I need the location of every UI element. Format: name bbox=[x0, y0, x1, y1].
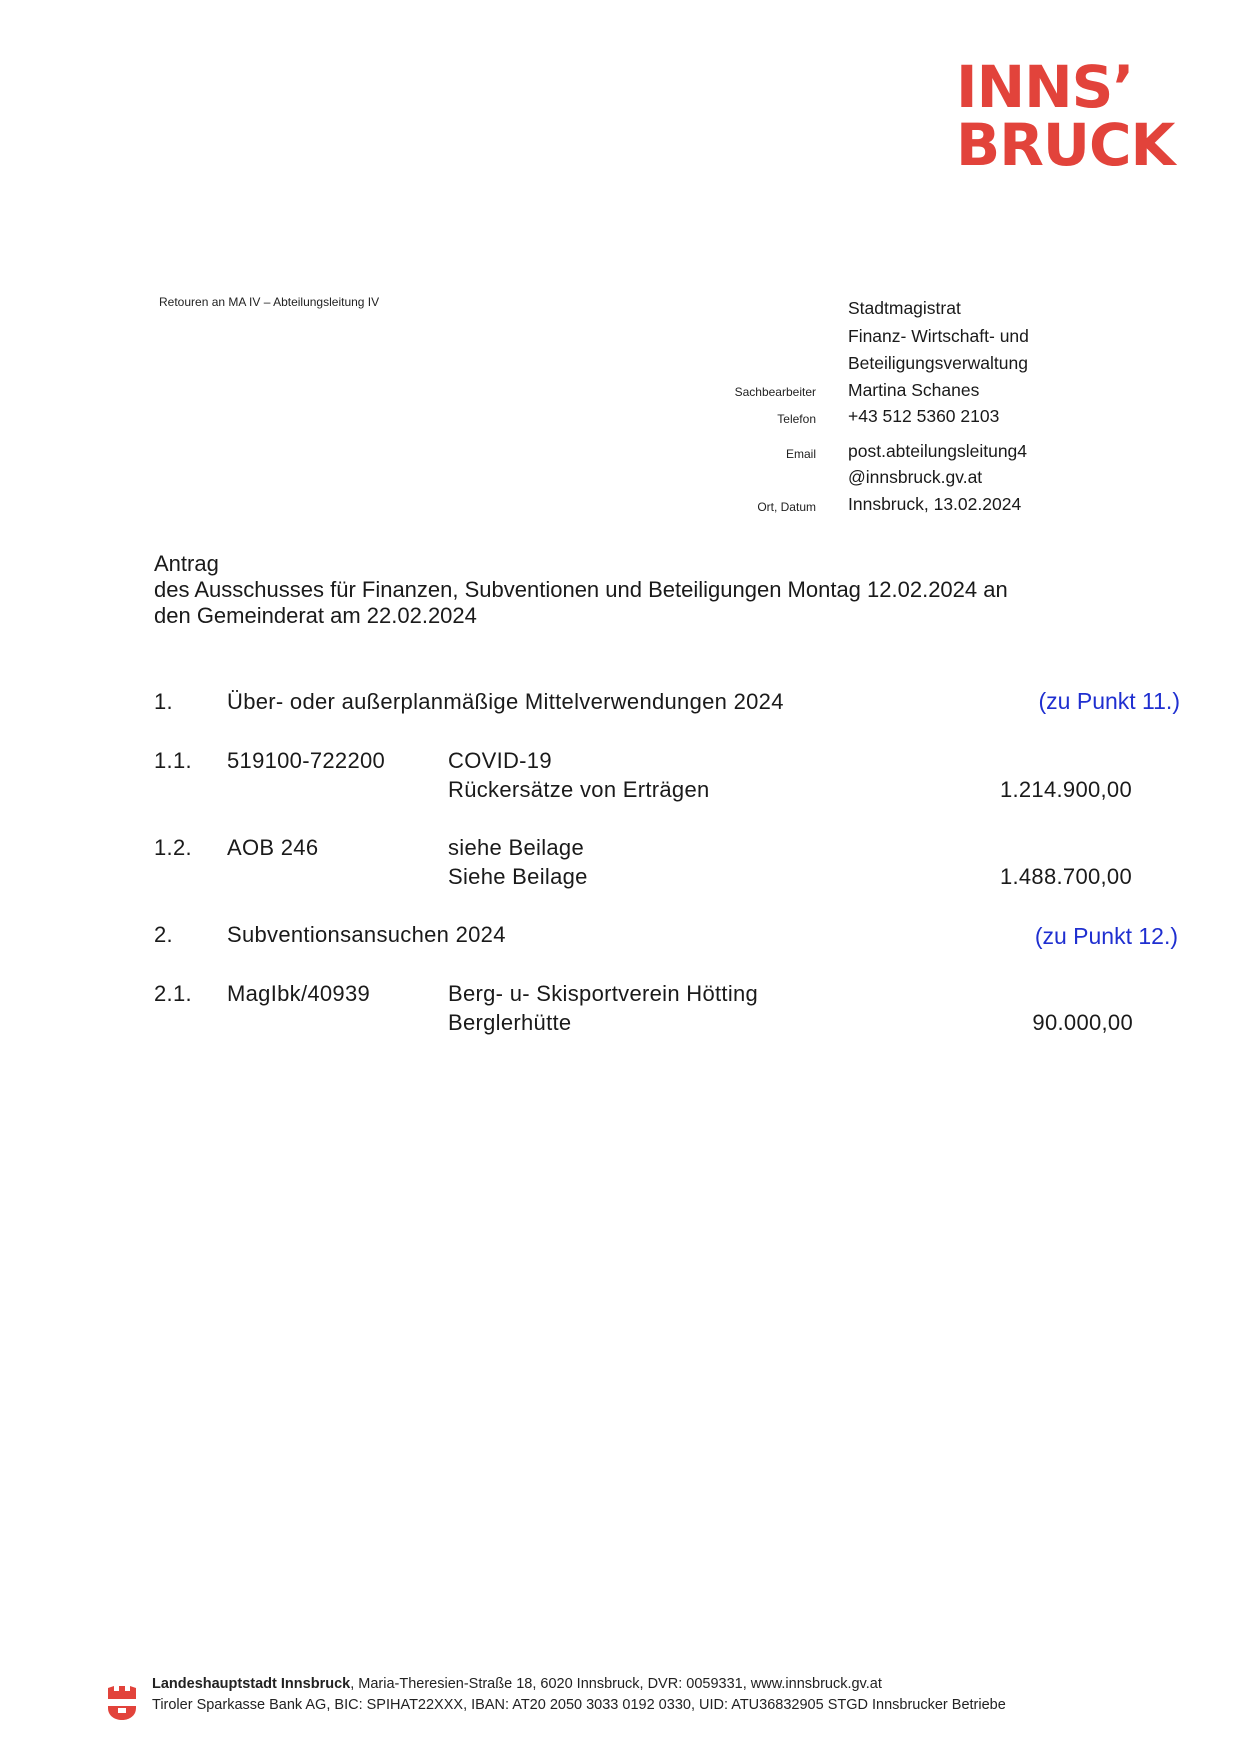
item-amount: 1.214.900,00 bbox=[999, 777, 1132, 802]
item-amount: 1.488.700,00 bbox=[999, 864, 1132, 889]
phone-value: +43 512 5360 2103 bbox=[848, 406, 1000, 426]
section-reference: (zu Punkt 11.) bbox=[1038, 688, 1180, 714]
item-description-1: Berg- u- Skisportverein Hötting bbox=[448, 981, 759, 1006]
section-number: 1. bbox=[154, 689, 173, 714]
place-date-label: Ort, Datum bbox=[757, 500, 816, 514]
footer-city-name: Landeshauptstadt Innsbruck bbox=[152, 1676, 351, 1692]
title-line-2: des Ausschusses für Finanzen, Subventionen und Beteiligungen Montag 12.02.2024 an bbox=[154, 577, 1008, 602]
sender-department-1: Finanz- Wirtschaft- und bbox=[848, 326, 1029, 346]
email-value-2: @innsbruck.gv.at bbox=[848, 467, 983, 487]
footer-bank-details: Tiroler Sparkasse Bank AG, BIC: SPIHAT22XXX, IBAN: AT20 2050 3033 0192 0330, UID: ATU36832905 STGD Innsbrucker Betriebe bbox=[152, 1697, 1006, 1713]
section-heading: Über- oder außerplanmäßige Mittelverwendungen 2024 bbox=[227, 689, 784, 714]
footer-address bbox=[152, 1676, 882, 1692]
clerk-value: Martina Schanes bbox=[848, 380, 980, 400]
item-code: MagIbk/40939 bbox=[227, 981, 371, 1006]
section-number: 2. bbox=[154, 922, 173, 947]
logo-line-2: BRUCK bbox=[956, 111, 1175, 179]
footer-address-details: , Maria-Theresien-Straße 18, 6020 Innsbruck, DVR: 0059331, www.innsbruck.gv.at bbox=[350, 1676, 882, 1692]
title-line-3: den Gemeinderat am 22.02.2024 bbox=[154, 603, 477, 628]
clerk-label: Sachbearbeiter bbox=[734, 385, 816, 399]
title-antrag: Antrag bbox=[154, 551, 219, 576]
sender-department-2: Beteiligungsverwaltung bbox=[848, 353, 1028, 373]
item-description-1: siehe Beilage bbox=[448, 835, 584, 860]
item-number: 1.1. bbox=[154, 748, 192, 773]
item-code: AOB 246 bbox=[227, 835, 319, 860]
section-reference: (zu Punkt 12.) bbox=[1034, 923, 1178, 949]
phone-label: Telefon bbox=[777, 412, 816, 426]
return-address: Retouren an MA IV – Abteilungsleitung IV bbox=[159, 295, 380, 309]
item-description-2: Berglerhütte bbox=[448, 1010, 572, 1035]
item-number: 2.1. bbox=[154, 981, 192, 1006]
innsbruck-logo bbox=[956, 53, 1196, 179]
section-heading: Subventionsansuchen 2024 bbox=[227, 922, 506, 947]
city-crest-icon bbox=[107, 1685, 137, 1721]
item-description-1: COVID-19 bbox=[448, 748, 552, 773]
item-amount: 90.000,00 bbox=[1032, 1010, 1133, 1035]
item-number: 1.2. bbox=[154, 835, 192, 860]
place-date-value: Innsbruck, 13.02.2024 bbox=[848, 494, 1022, 514]
email-value-1: post.abteilungsleitung4 bbox=[848, 441, 1028, 461]
item-description-2: Rückersätze von Erträgen bbox=[448, 777, 710, 802]
sender-org-name: Stadtmagistrat bbox=[848, 298, 961, 318]
logo-line-1: INNS’ bbox=[956, 53, 1134, 121]
item-code: 519100-722200 bbox=[227, 748, 386, 773]
item-description-2: Siehe Beilage bbox=[448, 864, 588, 889]
email-label: Email bbox=[785, 447, 816, 461]
